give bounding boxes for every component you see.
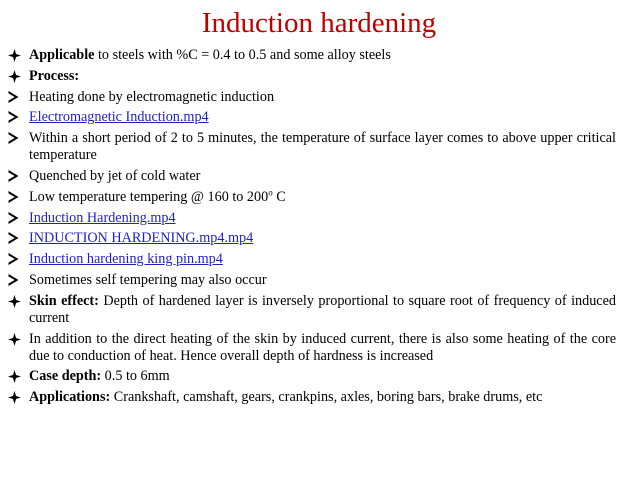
item-text: [29, 368, 616, 385]
arrow-bullet-icon: [8, 272, 29, 286]
arrow-bullet-icon: [8, 168, 29, 182]
list-item: [8, 89, 616, 106]
list-item: [8, 168, 616, 185]
item-bold-label: Skin effect:: [29, 292, 99, 309]
arrow-bullet-icon: [8, 189, 29, 203]
list-item: [8, 368, 616, 385]
diamond-bullet-icon: [8, 389, 29, 404]
item-bold-label: Applicable: [29, 47, 95, 63]
item-unit: C: [272, 188, 286, 205]
list-item: [8, 272, 616, 289]
item-text: [29, 389, 616, 406]
slide-title: Induction hardening: [201, 7, 437, 39]
item-body: Depth of hardened layer is inversely proportional to square root of frequency of induced current: [29, 292, 616, 326]
video-link[interactable]: Electromagnetic Induction.mp4: [29, 109, 209, 126]
item-text: [29, 68, 616, 85]
degree-superscript: o: [268, 187, 273, 198]
item-body: Sometimes self tempering may also occur: [29, 271, 267, 288]
list-item: [8, 109, 616, 126]
arrow-bullet-icon: [8, 251, 29, 265]
diamond-bullet-icon: [8, 368, 29, 383]
item-bold-label: Process:: [29, 67, 80, 84]
item-body: Quenched by jet of cold water: [29, 167, 201, 184]
video-link[interactable]: Induction hardening king pin.mp4: [29, 251, 223, 268]
item-body: Heating done by electromagnetic induction: [29, 88, 275, 105]
list-item: [8, 293, 616, 327]
diamond-bullet-icon: [8, 293, 29, 308]
list-item: [8, 251, 616, 268]
video-link[interactable]: INDUCTION HARDENING.mp4.mp4: [29, 230, 254, 247]
item-text: [29, 189, 616, 206]
item-bold-label: Applications:: [29, 389, 111, 406]
item-body: to steels with %C = 0.4 to 0.5 and some alloy steels: [94, 47, 391, 63]
item-body: In addition to the direct heating of the skin by induced current, there is also some heating of the core due to conduction of heat. Hence overall depth of hardness is increased: [29, 330, 616, 364]
list-item: [8, 68, 616, 85]
diamond-bullet-icon: [8, 47, 29, 62]
item-body: Within a short period of 2 to 5 minutes, the temperature of surface layer comes to above upper critical temperature: [29, 130, 616, 164]
video-link[interactable]: Induction Hardening.mp4: [29, 209, 176, 226]
item-body: Crankshaft, camshaft, gears, crankpins, axles, boring bars, brake drums, etc: [110, 389, 543, 406]
item-text: [29, 47, 616, 64]
diamond-bullet-icon: [8, 331, 29, 346]
bullet-list: [8, 47, 616, 410]
list-item: [8, 210, 616, 227]
arrow-bullet-icon: [8, 89, 29, 103]
list-item: [8, 230, 616, 247]
arrow-bullet-icon: [8, 130, 29, 144]
list-item: [8, 331, 616, 365]
list-item: [8, 189, 616, 206]
list-item: [8, 389, 616, 406]
item-body: 0.5 to 6mm: [101, 368, 170, 385]
arrow-bullet-icon: [8, 109, 29, 123]
diamond-bullet-icon: [8, 68, 29, 83]
item-bold-label: Case depth:: [29, 368, 102, 385]
item-text: [29, 293, 616, 327]
arrow-bullet-icon: [8, 230, 29, 244]
list-item: [8, 130, 616, 164]
item-body: Low temperature tempering @ 160 to 200: [29, 188, 269, 205]
arrow-bullet-icon: [8, 210, 29, 224]
list-item: [8, 47, 616, 64]
